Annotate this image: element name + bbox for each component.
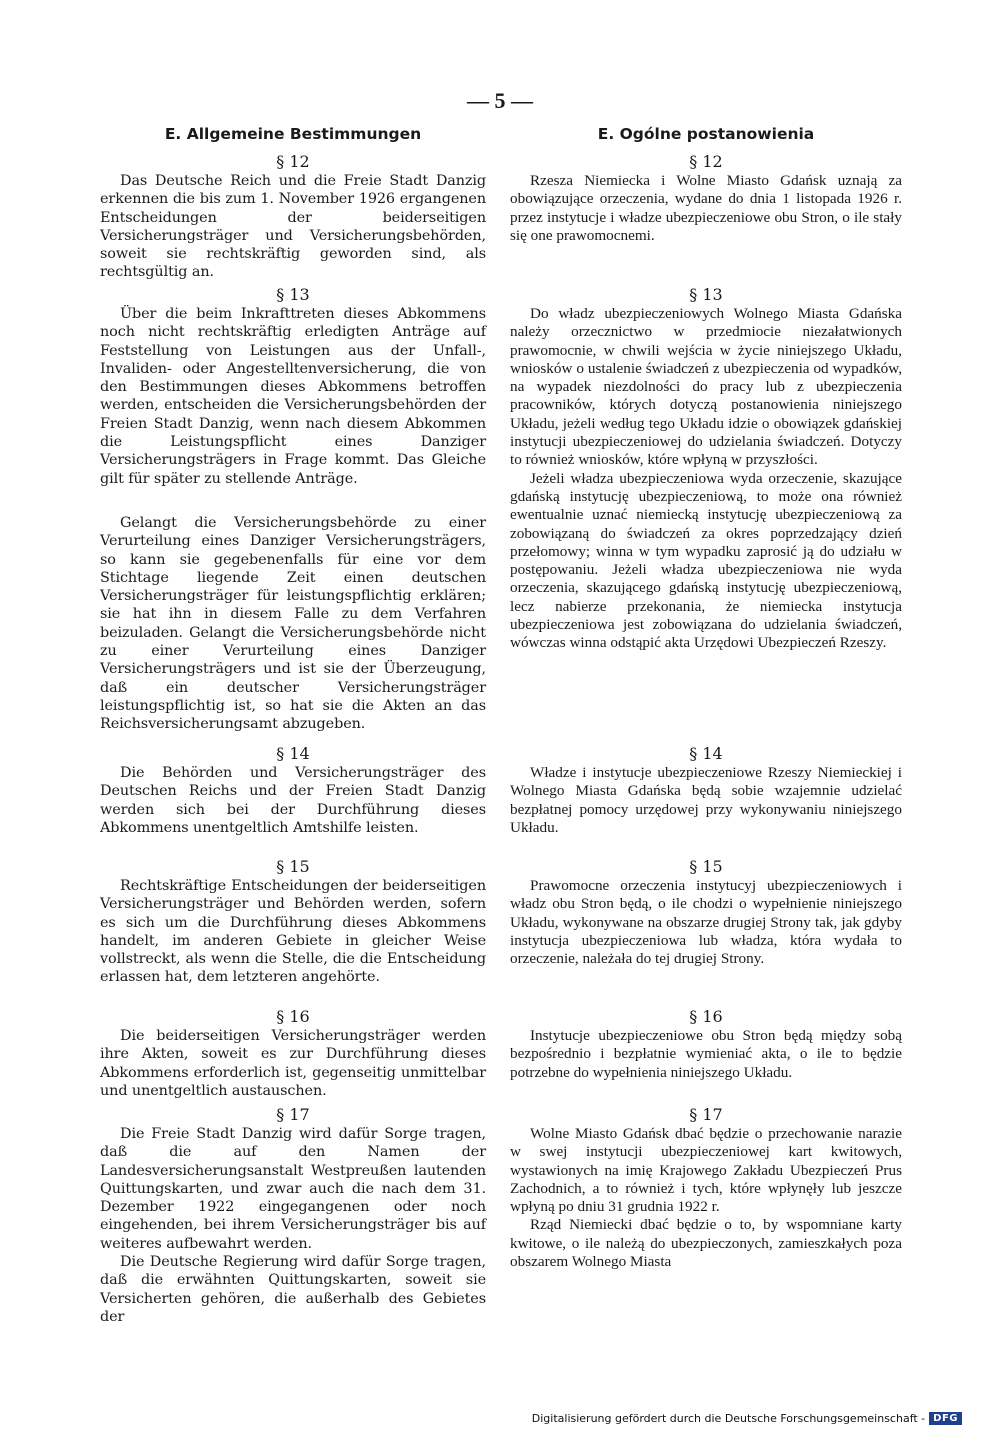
polish-section-heading: E. Ogólne postanowienia [597,125,815,143]
footer-text: Digitalisierung gefördert durch die Deutsche Forschungsgemeinschaft - [531,1412,926,1425]
german-paragraph-12-number: § 12 [276,152,310,171]
german-paragraph-17-text-2: Die Deutsche Regierung wird dafür Sorge tragen, daß die erwähnten Quittungskarten, soweit sie Versicherten gehören, die außerhalb des Gebietes der [100,1254,486,1325]
german-paragraph-16-text: Die beiderseitigen Versicherungsträger werden ihre Akten, soweit es zur Durchführung dieses Abkommens erforderlich ist, gegenseitig unmittelbar und unentgeltlich austauschen. [100,1028,486,1099]
polish-paragraph-17-number: § 17 [689,1105,723,1124]
dfg-logo: DFG [929,1412,962,1425]
german-paragraph-12-text: Das Deutsche Reich und die Freie Stadt Danzig erkennen die bis zum 1. November 1926 ergangenen Entscheidungen der beiderseitigen Versicherungsträger und Versicherungsbehörden, soweit sie rechtskräftig geworden sind, als rechtsgültig an. [100,173,486,281]
page-number: — 5 — [467,88,533,113]
polish-paragraph-12-text: Rzesza Niemiecka i Wolne Miasto Gdańsk uznają za obowiązujące orzeczenia, wydane do dnia 1 listopada 1926 r. przez instytucje i władze ubezpieczeniowe obu Stron, o ile stały się one prawomocnemi. [510,172,902,244]
polish-paragraph-13-text-1: Do władz ubezpieczeniowych Wolnego Miasta Gdańska należy orzecznictwo w przedmiocie niezałatwionych prawomocnie, w chwili wejścia w życie niniejszego Układu, wniosków o ustalenie świadczeń z ubezpieczenia od wypadków, na wypadek niezdolności do pracy lub z ubezpieczenia pracowników, których dotyczą postanowienia niniejszego Układu, jeżeli według tego Układu idzie o obowiązek gdańskiej instytucji ubezpieczeniowej do udzielania świadczeń. Dotyczy to również wniosków, które wpłyną w przyszłości. [510,305,902,469]
polish-paragraph-17-text-1: Wolne Miasto Gdańsk dbać będzie o przechowanie narazie w swej instytucji ubezpieczeniowej kart kwitowych, wystawionych na imię Krajowego Zakładu Ubezpieczeń Prus Zachodnich, a to również i tych, które wpłynęły lub jeszcze wpłyną po dniu 31 grudnia 1922 r. [510,1125,902,1216]
polish-paragraph-14-number: § 14 [689,744,723,763]
polish-paragraph-16-text: Instytucje ubezpieczeniowe obu Stron będą między sobą bezpośrednio i bezpłatnie wymieniać akta, o ile to będzie potrzebne do wypełnienia niniejszego Układu. [510,1027,902,1081]
polish-paragraph-13-number: § 13 [689,285,723,304]
footer-credit [532,1412,962,1425]
polish-paragraph-15-text: Prawomocne orzeczenia instytucyj ubezpieczeniowych i władz obu Stron będą, o ile chodzi o wypełnienie niniejszego Układu, wykonywane na obszarze drugiej Strony tak, jak gdyby instytucja ubezpieczeniowa lub władza, która wydała to orzeczenie, należała do tej drugiej Strony. [510,877,902,968]
german-paragraph-13-number: § 13 [276,285,310,304]
german-paragraph-14-number: § 14 [276,744,310,763]
polish-paragraph-17-text-2: Rząd Niemiecki dbać będzie o to, by wspomniane karty kwitowe, o ile należą do ubezpieczonych, zamieszkałych poza obszarem Wolnego Miasta [510,1216,902,1271]
german-paragraph-17-number: § 17 [276,1105,310,1124]
german-paragraph-14-text: Die Behörden und Versicherungsträger des Deutschen Reichs und der Freien Stadt Danzig werden sich bei der Durchführung dieses Abkommens unentgeltlich Amtshilfe leisten. [100,765,486,836]
german-paragraph-15-number: § 15 [276,857,310,876]
german-paragraph-13-text-1: Über die beim Inkrafttreten dieses Abkommens noch nicht rechtskräftig erledigten Anträge auf Feststellung von Leistungen aus der Unfall-, Invaliden- oder Angestelltenversicherung, die von den Bestimmungen dieses Abkommens betroffen werden, entscheiden die Versicherungsbehörden der Freien Stadt Danzig, wenn nach diesem Abkommen die Leistungspflicht eines Danziger Versicherungsträgers in Frage kommt. Das Gleiche gilt für später zu stellende Anträge. [100,306,486,487]
polish-paragraph-15-number: § 15 [689,857,723,876]
polish-paragraph-14-text: Władze i instytucje ubezpieczeniowe Rzeszy Niemieckiej i Wolnego Miasta Gdańska będą sobie wzajemnie udzielać bezpłatnej pomocy urzędowej przy wykonywaniu niniejszego Układu. [510,764,902,836]
german-paragraph-13-text-2: Gelangt die Versicherungsbehörde zu einer Verurteilung eines Danziger Versicherungsträgers, so kann sie gegebenenfalls für eine vor dem Stichtage liegende Zeit einen deutschen Versicherungsträger für leistungspflichtig erklären; sie hat ihn in diesem Falle zu dem Verfahren beizuladen. Gelangt die Versicherungsbehörde nicht zu einer Verurteilung eines Danziger Versicherungsträgers und ist sie der Überzeugung, daß ein deutscher Versicherungsträger leistungspflichtig ist, so hat sie die Akten an das Reichsversicherungsamt abzugeben. [100,515,486,733]
german-paragraph-17-text-1: Die Freie Stadt Danzig wird dafür Sorge tragen, daß die auf den Namen der Landesversicherungsanstalt Westpreußen lautenden Quittungskarten, und zwar auch die nach dem 31. Dezember 1922 eingegangenen oder noch eingehenden, bei ihrem Versicherungsträger bis auf weiteres aufbewahrt werden. [100,1126,486,1252]
polish-paragraph-16-number: § 16 [689,1007,723,1026]
german-section-heading: E. Allgemeine Bestimmungen [164,125,422,143]
german-paragraph-16-number: § 16 [276,1007,310,1026]
german-paragraph-15-text: Rechtskräftige Entscheidungen der beiderseitigen Versicherungsträger und Behörden werden, sofern es sich um die Durchführung dieses Abkommens handelt, im anderen Gebiete in gleicher Weise vollstreckt, als wenn die Stelle, die die Entscheidung erlassen hat, dem letzteren angehörte. [100,878,486,986]
polish-paragraph-13-text-2: Jeżeli władza ubezpieczeniowa wyda orzeczenie, skazujące gdańską instytucję ubezpieczeniową, to może ona również ewentualnie uznać niemiecką instytucję ubezpieczeniową za zobowiązaną do świadczeń za okres poprzedzający dzień przełomowy; winna w tym wypadku zaprosić ją do udziału w postępowaniu. Jeżeli władza ubezpieczeniowa nie wyda orzeczenia, skazującego gdańską instytucję ubezpieczeniową, lecz nabierze przekonania, że niemiecka instytucja ubezpieczeniowa jest zobowiązana do udzielania świadczeń, wówczas winna odstąpić akta Urzędowi Ubezpieczeń Rzeszy. [510,469,902,652]
polish-paragraph-12-number: § 12 [689,152,723,171]
